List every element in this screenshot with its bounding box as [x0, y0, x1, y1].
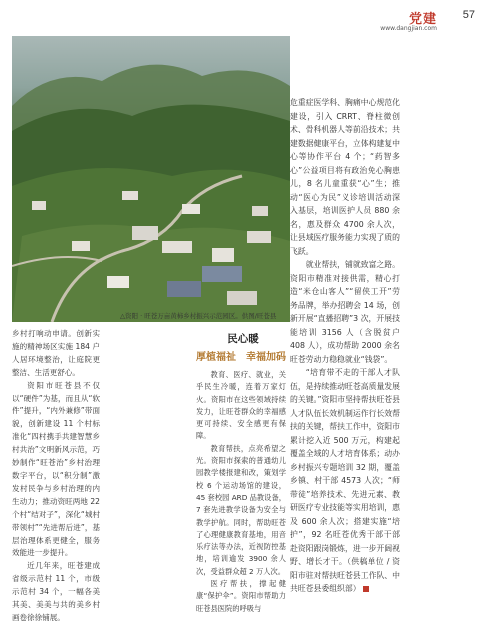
- col3-para-1: 就业帮扶，铺就致富之路。资阳市精准对接供需，精心打造“米仓山客人”“留侠工开”劳务品牌，举办招聘会 14 场，创新开展“直播招聘”3 次，开展技能培训 3156 人（含脱贫户 408 人），成功帮助 2000 余名旺苍劳动力稳稳就业“钱袋”。: [290, 260, 400, 364]
- col3-para-2: [290, 366, 400, 596]
- logo-text: 党建: [408, 12, 437, 27]
- column-2: [196, 369, 286, 615]
- end-marker-icon: [363, 586, 369, 592]
- col3-para-0: 危重症医学科、胸痛中心规范化建设，引入 CRRT、脊柱微创术、骨科机器人等前沿技术；共建数据健康平台，立体构建复中心等协作平台 4 个；“药智多心”公益项目将有政治免心胸患儿，8 名儿童重获“心”生；推动“医心为民”义诊培训活动深入基层，培训医护人员 880 余名，惠及群众 4700 余人次，让县域医疗服务能力实现了质的飞跃。: [290, 98, 400, 256]
- column-3: [290, 96, 400, 596]
- village-photo: [12, 36, 290, 322]
- village-illustration: [12, 36, 290, 322]
- col1-para-0: 乡村打响动申请。创新实施的精神场区实施 184 户人居环境整治，让庭院更整洁、生活更舒心。: [12, 329, 100, 377]
- col2-para-2: 医疗帮扶，撑起健康“保护伞”。资阳市帮助力旺苍县医院的呼吸与: [196, 579, 286, 613]
- col3-para-2-text: “培育带不走的干部人才队伍，是持续推动旺苍高质量发展的关键。”资阳市坚持帮扶旺苍县人才队伍长效机制运作行长效帮扶的关键，帮扶工作中，资阳市累计挖入近 500 万元，构建起覆盖全域的人才培育体系；动办乡村振兴专题培训 32 期，覆盖乡镇、村干部 4573 人次；“师带徒”培养技术、先进元素、教研医疗专业技能等实用培训，惠及 600 余人次；搭建实施“培护”，92 名旺苍优秀干部干部赴资阳跟岗锻炼，进一步开阔视野、增长才干。（供稿单位 / 资阳市驻对帮扶旺苍县工作队、中共旺苍县委组织部）: [290, 368, 400, 593]
- col2-para-1: 教育帮扶，点亮希望之光。资阳市探索的普通幼儿园教学楼报建和改，策划学校 6 个运动场馆的建设，45 套校园 ARD 品教设备，7 套先进教学设备为安全与教学护航。同时，帮助旺苍了心理健康教育基地，用音乐疗法等办法，近视防控基地，培训逾发 3900 余人次，受益群众超 2 万人次。: [196, 443, 286, 576]
- col2-para-0: 教育、医疗、就业，关乎民生冷暖，连着万家灯火。资阳市在这些领域持续发力，让旺苍群众的幸福感更可持续、安全感更有保障。: [196, 370, 286, 441]
- column-1: [12, 328, 100, 625]
- col1-para-2: 近几年来，旺苍建成省级示范村 11 个，市级示范村 34 个，一幅各美其美、美美与共的美乡村画卷徐徐铺展。: [12, 561, 100, 622]
- masthead: [345, 8, 475, 38]
- photo-caption: △资阳 · 旺苍万亩黄柿乡村振兴示范园区。供图/旺苍县: [120, 312, 277, 320]
- page-number: 57: [462, 9, 475, 21]
- site-url: www.dangjian.com: [380, 25, 437, 32]
- section-subtitle: 厚植福祉 幸福加码: [196, 352, 286, 363]
- col1-para-1: 资阳市旺苍县不仅以“硬件”为基，而且从“软件”提升，“内外兼修”带面貌，创新建设 11 个村标准化“四村携手共建智慧乡村共治”文明新风示范，巧妙制作“旺苍治”乡村治理数字平台，以“积分制”激发村民争与乡村治理的内生动力；推动资旺两地 22 个村“结对子”，深化“城村带领村”“先进帮后进”，基层治理体系更健全，服务效能进一步提升。: [12, 380, 100, 558]
- section-title: 民心暖: [227, 333, 259, 345]
